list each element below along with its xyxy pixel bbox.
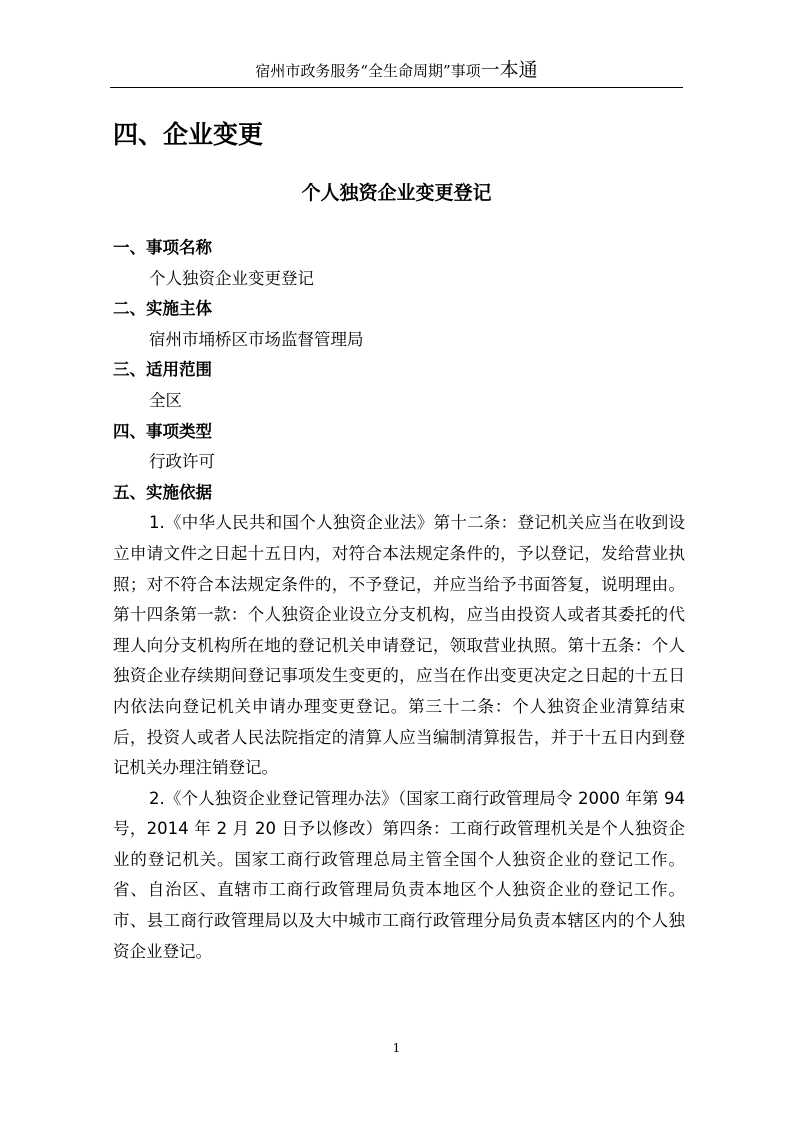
section-body-4: 行政许可 [149,452,215,472]
section-heading-5: 五、实施依据 [113,482,212,502]
section-heading-2: 二、实施主体 [113,299,212,319]
section-heading-4: 四、事项类型 [113,421,212,441]
running-header [110,58,683,85]
header-text-tail: 一本通 [480,59,538,81]
section-body-2: 宿州市埇桥区市场监督管理局 [149,329,364,349]
page-number: 1 [392,1041,401,1055]
section-body-3: 全区 [149,390,182,410]
legal-basis-paragraph-1: 1.《中华人民共和国个人独资企业法》第十二条：登记机关应当在收到设立申请文件之日起十五日内，对符合本法规定条件的，予以登记，发给营业执照；对不符合本法规定条件的，不予登记，并应当给予书面答复，说明理由。第十四条第一款：个人独资企业设立分支机构，应当由投资人或者其委托的代理人向分支机构所在地的登记机关申请登记，领取营业执照。第十五条：个人独资企业存续期间登记事项发生变更的，应当在作出变更决定之日起的十五日内依法向登记机关申请办理变更登记。第三十二条：个人独资企业清算结束后，投资人或者人民法院指定的清算人应当编制清算报告，并于十五日内到登记机关办理注销登记。 [113,513,685,778]
section-body-1: 个人独资企业变更登记 [149,268,314,288]
header-rule [110,87,683,88]
header-text: 宿州市政务服务“全生命周期”事项 [255,62,481,80]
document-body [113,233,685,967]
legal-basis-paragraph-2: 2.《个人独资企业登记管理办法》（国家工商行政管理局令 2000 年第 94 号，2014 年 2 月 20 日予以修改）第四条：工商行政管理机关是个人独资企业的登记机关。国家工商行政管理总局主管全国个人独资企业的登记工作。省、自治区、直辖市工商行政管理局负责本地区个人独资企业的登记工作。市、县工商行政管理局以及大中城市工商行政管理分局负责本辖区内的个人独资企业登记。 [113,788,685,961]
section-heading-1: 一、事项名称 [113,238,212,257]
section-heading-3: 三、适用范围 [113,360,212,380]
document-title: 个人独资企业变更登记 [301,182,492,204]
chapter-title: 四、企业变更 [113,120,264,149]
